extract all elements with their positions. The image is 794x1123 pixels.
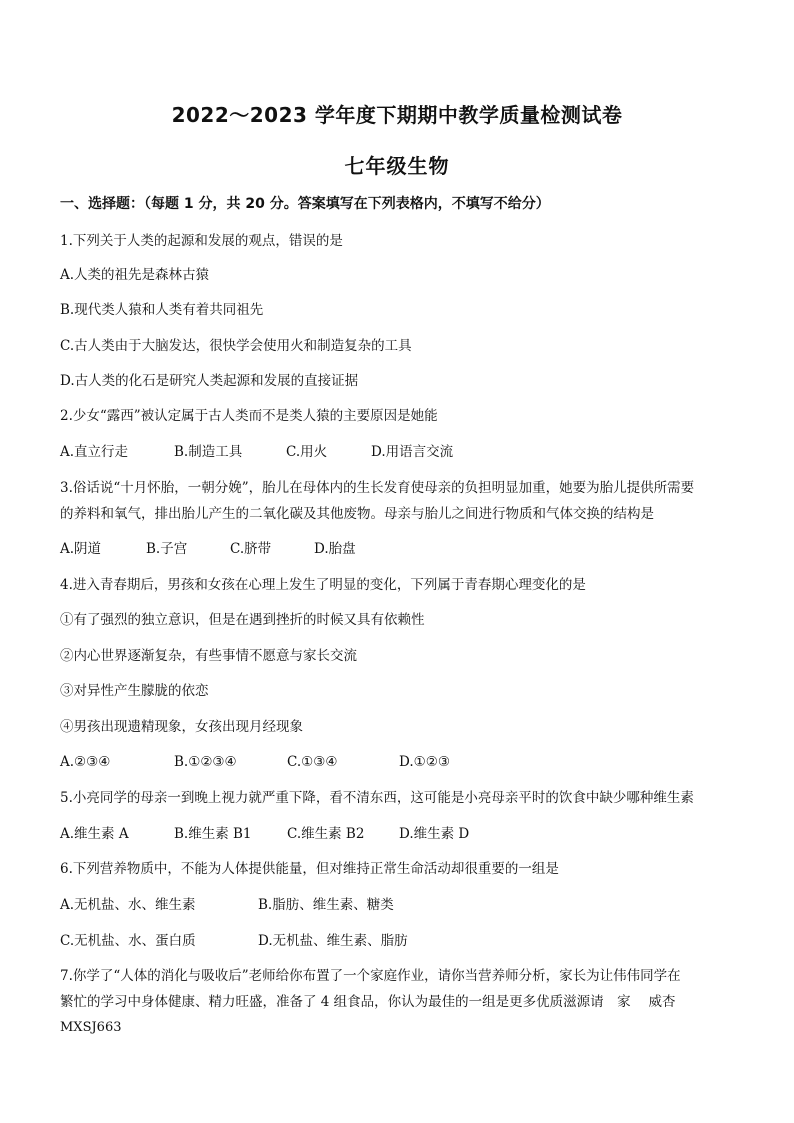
question-7-stem-line-2: 繁忙的学习中身体健康、精力旺盛，准备了 4 组食品，你认为最佳的一组是更多优质滋源请 家 威杏	[60, 994, 676, 1010]
question-1-option-b: B.现代类人猿和人类有着共同祖先	[60, 302, 264, 318]
exam-title: 2022～2023 学年度下期期中教学质量检测试卷	[171, 103, 623, 127]
question-2-stem: 2.少女“露西”被认定属于古人类而不是类人猿的主要原因是她能	[60, 408, 438, 424]
question-2-options	[60, 442, 740, 462]
question-5-option-b: B.维生素 B1	[174, 826, 252, 842]
question-4-statement-3: ③对异性产生朦胧的依恋	[60, 683, 209, 699]
question-2-option-a: A.直立行走	[60, 444, 129, 460]
question-6-option-d: D.无机盐、维生素、脂肪	[258, 933, 408, 949]
question-2-option-d: D.用语言交流	[371, 444, 454, 460]
question-4-option-b: B.①②③④	[174, 754, 237, 770]
question-6-options-row-2	[60, 931, 740, 951]
question-2-option-c: C.用火	[286, 444, 328, 460]
question-4-stem: 4.进入青春期后，男孩和女孩在心理上发生了明显的变化，下列属于青春期心理变化的是	[60, 577, 586, 593]
question-6-option-b: B.脂肪、维生素、糖类	[258, 897, 394, 913]
question-5-stem: 5.小亮同学的母亲一到晚上视力就严重下降，看不清东西，这可能是小亮母亲平时的饮食中缺少哪种维生素	[60, 790, 694, 806]
question-4-options	[60, 752, 740, 772]
section-heading: 一、选择题：（每题 1 分，共 20 分。答案填写在下列表格内，不填写不给分）	[60, 196, 550, 212]
question-3-stem-line-1: 3.俗话说“十月怀胎，一朝分娩”，胎儿在母体内的生长发育使母亲的负担明显加重，她要为胎儿提供所需要	[60, 480, 695, 496]
question-7-stem-line-1: 7.你学了“人体的消化与吸收后”老师给你布置了一个家庭作业，请你当营养师分析，家长为让伟伟同学在	[60, 968, 681, 984]
question-3-option-b: B.子宫	[146, 541, 188, 557]
question-6-options-row-1	[60, 895, 740, 915]
question-4-option-c: C.①③④	[287, 754, 338, 770]
question-5-option-d: D.维生素 D	[399, 826, 470, 842]
question-3-options	[60, 539, 740, 559]
question-5-options	[60, 824, 740, 844]
question-3-option-c: C.脐带	[230, 541, 272, 557]
question-3-option-a: A.阴道	[60, 541, 102, 557]
question-4-option-d: D.①②③	[399, 754, 450, 770]
question-5-option-a: A.维生素 A	[60, 826, 129, 842]
question-1-stem: 1.下列关于人类的起源和发展的观点，错误的是	[60, 233, 343, 249]
question-3-stem-line-2: 的养料和氧气，排出胎儿产生的二氧化碳及其他废物。母亲与胎儿之间进行物质和气体交换的结构是	[60, 506, 654, 522]
question-6-option-c: C.无机盐、水、蛋白质	[60, 933, 196, 949]
question-4-statement-2: ②内心世界逐渐复杂，有些事情不愿意与家长交流	[60, 648, 357, 664]
question-2-option-b: B.制造工具	[174, 444, 243, 460]
question-5-option-c: C.维生素 B2	[287, 826, 365, 842]
question-4-statement-1: ①有了强烈的独立意识，但是在遇到挫折的时候又具有依赖性	[60, 612, 425, 628]
question-1-option-c: C.古人类由于大脑发达，很快学会使用火和制造复杂的工具	[60, 338, 412, 354]
question-6-option-a: A.无机盐、水、维生素	[60, 897, 196, 913]
question-4-option-a: A.②③④	[60, 754, 111, 770]
document-code: MXSJ663	[60, 1020, 122, 1035]
exam-subtitle: 七年级生物	[344, 154, 450, 178]
question-6-stem: 6.下列营养物质中，不能为人体提供能量，但对维持正常生命活动却很重要的一组是	[60, 861, 559, 877]
question-3-option-d: D.胎盘	[314, 541, 356, 557]
question-1-option-d: D.古人类的化石是研究人类起源和发展的直接证据	[60, 373, 359, 389]
question-4-statement-4: ④男孩出现遗精现象，女孩出现月经现象	[60, 719, 303, 735]
question-1-option-a: A.人类的祖先是森林古猿	[60, 267, 210, 283]
